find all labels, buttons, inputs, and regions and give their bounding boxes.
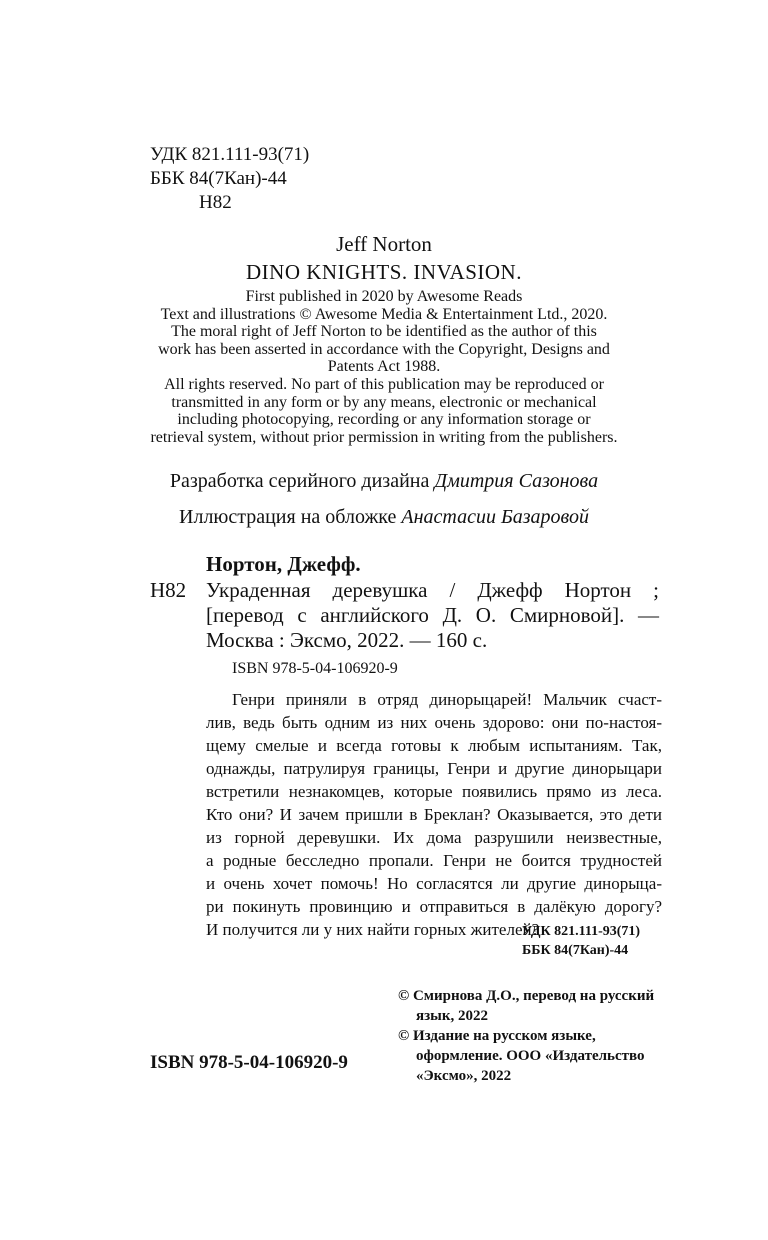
original-author: Jeff Norton xyxy=(336,232,432,256)
record-bbk: ББК 84(7Кан)-44 xyxy=(522,943,629,958)
imprint-line: Patents Act 1988. xyxy=(327,358,441,376)
imprint-line: Text and illustrations © Awesome Media & Entertainment Ltd., 2020. xyxy=(160,305,608,323)
annotation-line: Кто они? И зачем пришли в Бреклан? Оказывается, это дети xyxy=(206,805,662,824)
cover-illustration-name: Анастасии Базаровой xyxy=(401,506,589,528)
series-design-credit xyxy=(0,470,768,493)
record-udk: УДК 821.111-93(71) xyxy=(522,924,641,939)
record-author-sign: Н82 xyxy=(150,578,187,602)
record-description xyxy=(206,578,659,653)
annotation-line: а родные бесследно пропали. Генри не боится трудностей xyxy=(206,851,662,870)
annotation-line: Генри приняли в отряд динорыцарей! Мальчик счаст- xyxy=(232,690,662,709)
record-description-line: Москва : Эксмо, 2022. — 160 с. xyxy=(206,628,488,652)
annotation-line: И получится ли у них найти горных жителей? xyxy=(206,920,540,939)
annotation-line: однажды, патрулируя границы, Генри и другие динорыцари xyxy=(206,759,662,778)
imprint-line: The moral right of Jeff Norton to be identified as the author of this xyxy=(171,323,597,341)
copyright-line: © Смирнова Д.О., перевод на русский xyxy=(398,988,655,1004)
copyright-line: язык, 2022 xyxy=(416,1008,488,1024)
copyright-line: оформление. ООО «Издательство xyxy=(416,1048,645,1064)
footer-isbn: ISBN 978-5-04-106920-9 xyxy=(150,1052,348,1073)
imprint-block xyxy=(0,288,768,446)
record-description-line: Украденная деревушка / Джефф Нортон ; xyxy=(206,578,659,602)
imprint-line: All rights reserved. No part of this publication may be reproduced or xyxy=(164,375,604,393)
annotation-line: и очень хочет помочь! Но согласятся ли другие динорыца- xyxy=(206,874,662,893)
annotation xyxy=(206,688,662,941)
annotation-line: из горной деревушки. Их дома разрушили неизвестные, xyxy=(206,828,662,847)
annotation-line: встретили незнакомцев, которые появились прямо из леса. xyxy=(206,782,662,801)
series-design-name: Дмитрия Сазонова xyxy=(434,470,599,492)
copyright-translation xyxy=(398,986,654,1026)
record-description-line: [перевод с английского Д. О. Смирновой]. — xyxy=(206,603,659,627)
bbk-code: ББК 84(7Кан)-44 xyxy=(150,168,287,189)
annotation-line: лив, ведь быть одним из них очень здорово: они по-настоя- xyxy=(206,713,662,732)
imprint-line: retrieval system, without prior permission in writing from the publishers. xyxy=(150,428,618,446)
imprint-line: First published in 2020 by Awesome Reads xyxy=(245,288,523,305)
record-heading: Нортон, Джефф. xyxy=(206,552,361,576)
imprint-line: transmitted in any form or by any means, electronic or mechanical xyxy=(171,393,597,411)
series-design-label: Разработка серийного дизайна xyxy=(169,470,430,492)
imprint-line: including photocopying, recording or any information storage or xyxy=(177,411,591,429)
udk-code: УДК 821.111-93(71) xyxy=(150,144,310,165)
record-isbn: ISBN 978-5-04-106920-9 xyxy=(232,660,398,677)
annotation-line: щему смелые и всегда готовы к любым испытаниям. Так, xyxy=(206,736,662,755)
cover-illustration-credit xyxy=(0,506,768,529)
original-title: DINO KNIGHTS. INVASION. xyxy=(246,260,522,284)
annotation-line: ри покинуть провинцию и отправиться в далёкую дорогу? xyxy=(206,897,662,916)
copyright-edition xyxy=(398,1026,645,1086)
author-sign: Н82 xyxy=(199,192,232,213)
copyright-line: «Эксмо», 2022 xyxy=(416,1068,512,1084)
imprint-line: work has been asserted in accordance with the Copyright, Designs and xyxy=(158,340,610,358)
copyright-line: © Издание на русском языке, xyxy=(398,1028,596,1044)
cover-illustration-label: Иллюстрация на обложке xyxy=(179,506,397,528)
